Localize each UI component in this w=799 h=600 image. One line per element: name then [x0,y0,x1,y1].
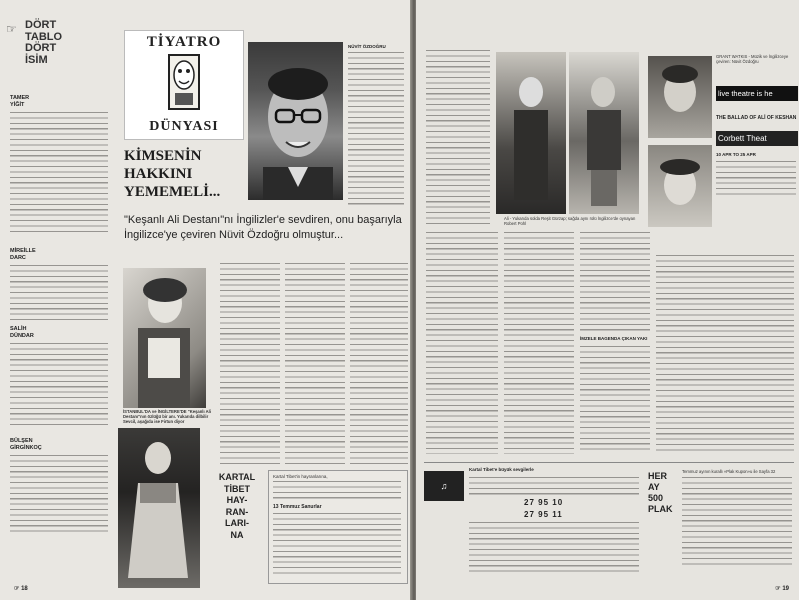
article-column [580,346,650,454]
section-header-line: TABLO [25,30,63,43]
plak-badge: HER AY 500 PLAK [648,471,673,514]
headline: KİMSENİN HAKKINI YEMEMELİ... [124,148,221,200]
kartal-box: Kartal Tibet'in hayranlarına, 13 Temmuz Sanurlar [268,470,408,584]
kartal-tibet-title: KARTAL TİBET HAY- RAN- LARI- NA [218,472,256,540]
pointing-hand-icon: ☞ [14,586,20,592]
actress-caption: İSTANBUL'DA ve İNGİLTERE'DE "Keşanlı Ali Destanı"nın özlüğü bir anı. Yukarıda dilbilir Sevcil, aşağıda ise Firtun diyor [123,409,211,425]
profile-text [10,455,108,535]
subheadline: "Keşanlı Ali Destanı"nı İngilizler'e sevdiren, onu başarıyla İngilizce'ye çeviren Nüvit Özdoğru olmuştur... [124,214,402,241]
plak-offer: Temmuz ayının kurallı «Plak Kupon»u ile Sayfa 32 [682,469,792,565]
profile-text [10,112,108,234]
actor-photo [648,56,712,138]
profile-name: SALİH DÜNDAR [10,326,34,339]
profile-column [10,95,108,535]
article-column [426,232,498,454]
actress-photo-2 [118,428,200,588]
pointing-hand-icon: ☞ [775,586,781,592]
nuvit-portrait [248,42,343,200]
theater-mask-icon [167,53,201,113]
profile-text [10,343,108,428]
tiyatro-dunyasi-logo: TİYATRO DÜNYASI [124,30,244,140]
stage-photo [496,52,566,214]
article-column [656,255,794,455]
section-header [6,14,70,74]
profile-name: MİREİLLE DARC [10,248,36,261]
article-column [350,263,408,466]
actress-photo [123,268,206,408]
section-header-line: DÖRT [25,19,57,31]
page-number: ☞ 19 [775,586,789,592]
bottom-ad-band [424,462,794,583]
pesk-title: İMZELE BAGENDA ÇIKAN YAKI [580,336,648,341]
stage-photo [569,52,639,214]
section-header-line: İSİM [25,53,48,66]
stage-photo-caption: Ali - Yukarıda solda Reşit Gürzap; sağda aynı rolü İngilizce'de oynayan Robert Pohl [504,216,636,227]
profile-name: TAMER YİĞİT [10,95,30,108]
theatre-ad-strip: live theatre is he [716,86,798,101]
article-column [426,50,490,228]
record-icon: ♫ [424,471,464,501]
pointing-hand-icon: ☞ [6,22,17,36]
nuvit-caption: NÜVİT ÖZDOĞRU [348,44,406,207]
article-column [580,232,650,332]
section-header-line: DÖRT [25,42,57,54]
profile-name: BÜLŞEN GİRGİNKOÇ [10,438,42,451]
profile-text [10,265,108,320]
article-column [220,263,280,466]
page-number: ☞ 18 [14,586,28,592]
right-page [416,0,799,600]
actor-photo [648,145,712,227]
article-column [504,232,574,454]
kartal-ad: Kartal Tibet'e büyük sevgilerle ♫ 27 95 10 27 95 11 [424,467,644,577]
theatre-ad: GRANT WATKIS - Müzik ve İngilizceye çeviren: Nüvit Özdoğru live theatre is he THE BALLAD OF ALİ OF KESHAN Corbett Theat 10 APR TO 25 APR [716,54,798,196]
article-column [285,263,345,466]
